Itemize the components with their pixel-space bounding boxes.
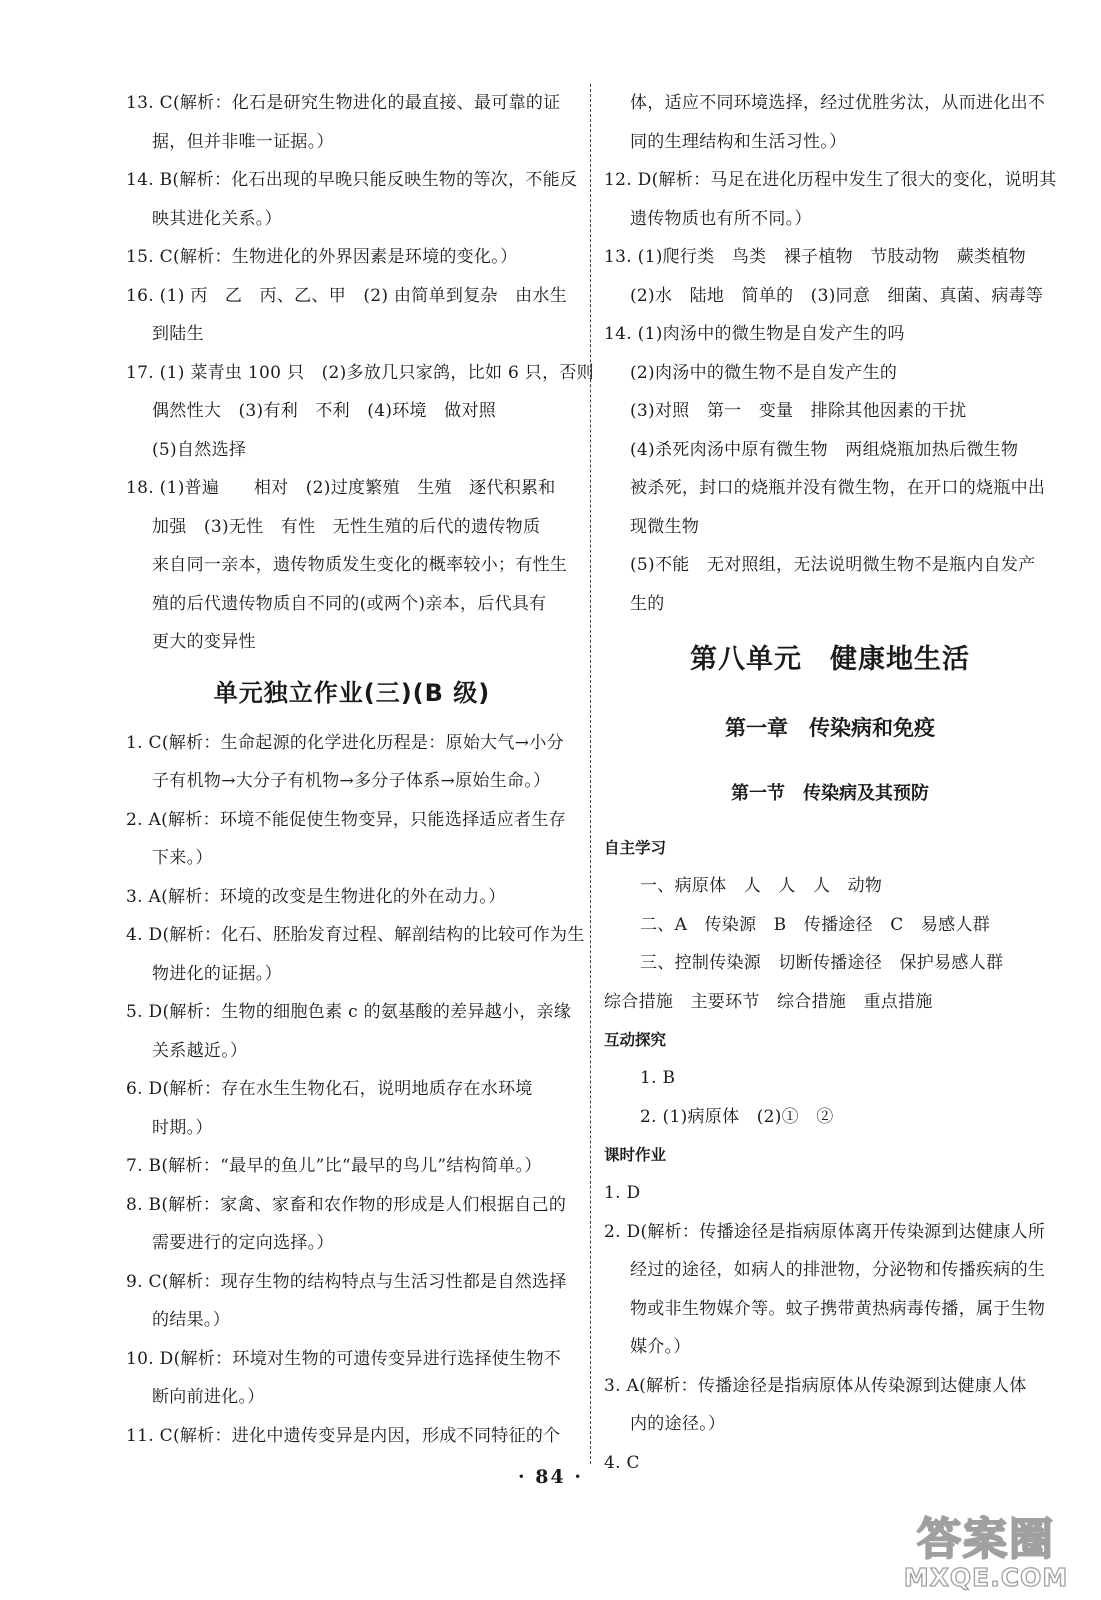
section-title: 第一节 传染病及其预防 xyxy=(731,783,929,804)
subsection-label: 课时作业 xyxy=(604,1146,667,1164)
answer-line: 2. (1)病原体 (2)① ② xyxy=(640,1106,834,1127)
answer-line: 被杀死，封口的烧瓶并没有微生物，在开口的烧瓶中出 xyxy=(630,478,1046,498)
answer-line: 4. C xyxy=(604,1452,640,1473)
answer-line: 2. A(解析：环境不能促使生物变异，只能选择适应者生存 xyxy=(126,809,566,830)
answer-line: 需要进行的定向选择。） xyxy=(152,1233,334,1253)
subsection-label: 互动探究 xyxy=(604,1031,667,1049)
answer-line: 7. B(解析：“最早的鱼儿”比“最早的鸟儿”结构简单。） xyxy=(126,1156,542,1176)
answer-line: 3. A(解析：传播途径是指病原体从传染源到达健康人体 xyxy=(604,1375,1027,1396)
answer-line: 更大的变异性 xyxy=(152,632,256,652)
answer-line: 断向前进化。） xyxy=(152,1387,265,1407)
answer-line: 关系越近。） xyxy=(152,1040,248,1061)
column-divider xyxy=(590,84,591,1464)
answer-line: (2)肉汤中的微生物不是自发产生的 xyxy=(630,362,898,383)
answer-line: 9. C(解析：现存生物的结构特点与生活习性都是自然选择 xyxy=(126,1271,567,1292)
answer-line: 生的 xyxy=(630,593,665,614)
answer-line: (5)自然选择 xyxy=(152,439,247,460)
answer-line: 下来。） xyxy=(152,848,213,868)
subsection-label: 自主学习 xyxy=(604,839,667,857)
answer-line: 物或非生物媒介等。蚊子携带黄热病毒传播，属于生物 xyxy=(630,1298,1046,1319)
answer-line: 媒介。） xyxy=(630,1337,691,1357)
answer-line: 16. (1) 丙 乙 丙、乙、甲 (2) 由简单到复杂 由水生 xyxy=(126,285,568,306)
answer-line: 遗传物质也有所不同。） xyxy=(630,208,812,229)
answer-line: 15. C(解析：生物进化的外界因素是环境的变化。） xyxy=(126,247,518,267)
answer-line: 13. C(解析：化石是研究生物进化的最直接、最可靠的证 xyxy=(126,93,561,113)
chapter-title: 第一章 传染病和免疫 xyxy=(725,716,935,740)
answer-line: 体，适应不同环境选择，经过优胜劣汰，从而进化出不 xyxy=(630,93,1046,113)
answer-line: 到陆生 xyxy=(152,324,204,344)
answer-line: 现微生物 xyxy=(630,516,700,537)
answer-line: 8. B(解析：家禽、家畜和农作物的形成是人们根据自己的 xyxy=(126,1194,567,1215)
answer-line: 14. (1)肉汤中的微生物是自发产生的吗 xyxy=(604,324,905,344)
answer-line: 经过的途径，如病人的排泄物，分泌物和传播疾病的生 xyxy=(630,1260,1046,1280)
answer-line: 加强 (3)无性 有性 无性生殖的后代的遗传物质 xyxy=(152,516,541,537)
answer-line: 综合措施 主要环节 综合措施 重点措施 xyxy=(604,991,933,1012)
answer-line: 12. D(解析：马足在进化历程中发生了很大的变化，说明其 xyxy=(604,170,1057,190)
answer-line: 子有机物→大分子有机物→多分子体系→原始生命。） xyxy=(152,771,551,791)
answer-line: 5. D(解析：生物的细胞色素 c 的氨基酸的差异越小，亲缘 xyxy=(126,1002,572,1022)
answer-line: (4)杀死肉汤中原有微生物 两组烧瓶加热后微生物 xyxy=(630,439,1019,460)
watermark-logo xyxy=(884,1504,1089,1592)
page-number: · 84 · xyxy=(518,1466,583,1488)
answer-line: 的结果。） xyxy=(152,1310,230,1330)
answer-line: (5)不能 无对照组，无法说明微生物不是瓶内自发产 xyxy=(630,555,1036,575)
svg-text:答案圈: 答案圈 xyxy=(917,1514,1055,1565)
answer-line: 13. (1)爬行类 鸟类 裸子植物 节肢动物 蕨类植物 xyxy=(604,247,1026,267)
answer-line: 1. C(解析：生命起源的化学进化历程是：原始大气→小分 xyxy=(126,732,564,753)
answer-line: 殖的后代遗传物质自不同的(或两个)亲本，后代具有 xyxy=(152,593,547,614)
answer-line: 17. (1) 菜青虫 100 只 (2)多放几只家鸽，比如 6 只，否则 xyxy=(126,362,594,383)
answer-line: 11. C(解析：进化中遗传变异是内因，形成不同特征的个 xyxy=(126,1425,561,1446)
answer-line: 二、A 传染源 B 传播途径 C 易感人群 xyxy=(640,914,991,935)
assignment-heading: 单元独立作业(三)(B 级) xyxy=(213,678,491,707)
answer-line: 3. A(解析：环境的改变是生物进化的外在动力。） xyxy=(126,886,506,907)
answer-line: 4. D(解析：化石、胚胎发育过程、解剖结构的比较可作为生 xyxy=(126,925,585,945)
answer-line: (2)水 陆地 简单的 (3)同意 细菌、真菌、病毒等 xyxy=(630,285,1044,306)
svg-text:MXQE.COM: MXQE.COM xyxy=(903,1563,1069,1592)
answer-line: 2. D(解析：传播途径是指病原体离开传染源到达健康人所 xyxy=(604,1221,1046,1242)
answer-line: 内的途径。） xyxy=(630,1414,726,1434)
answer-line: 10. D(解析：环境对生物的可遗传变异进行选择使生物不 xyxy=(126,1348,562,1369)
answer-line: 偶然性大 (3)有利 不利 (4)环境 做对照 xyxy=(152,401,497,421)
answer-line: 映其进化关系。） xyxy=(152,208,282,229)
answer-line: 物进化的证据。） xyxy=(152,963,282,984)
right-column xyxy=(604,84,1056,1482)
answer-line: 6. D(解析：存在水生生物化石，说明地质存在水环境 xyxy=(126,1079,533,1099)
left-column xyxy=(126,84,594,1455)
answer-line: 三、控制传染源 切断传播途径 保护易感人群 xyxy=(640,953,1004,973)
answer-line: 一、病原体 人 人 人 动物 xyxy=(640,876,883,896)
answer-line: 来自同一亲本，遗传物质发生变化的概率较小；有性生 xyxy=(152,555,568,575)
answer-line: 1. D xyxy=(604,1183,641,1203)
answer-line: 14. B(解析：化石出现的早晚只能反映生物的等次，不能反 xyxy=(126,170,578,190)
unit-title: 第八单元 健康地生活 xyxy=(690,644,970,675)
answer-line: 同的生理结构和生活习性。） xyxy=(630,131,847,152)
answer-line: 时期。） xyxy=(152,1117,213,1138)
answer-line: 据，但并非唯一证据。） xyxy=(152,131,334,152)
answer-line: 1. B xyxy=(640,1068,676,1088)
answer-line: (3)对照 第一 变量 排除其他因素的干扰 xyxy=(630,401,967,421)
answer-line: 18. (1)普遍 相对 (2)过度繁殖 生殖 逐代积累和 xyxy=(126,478,556,498)
